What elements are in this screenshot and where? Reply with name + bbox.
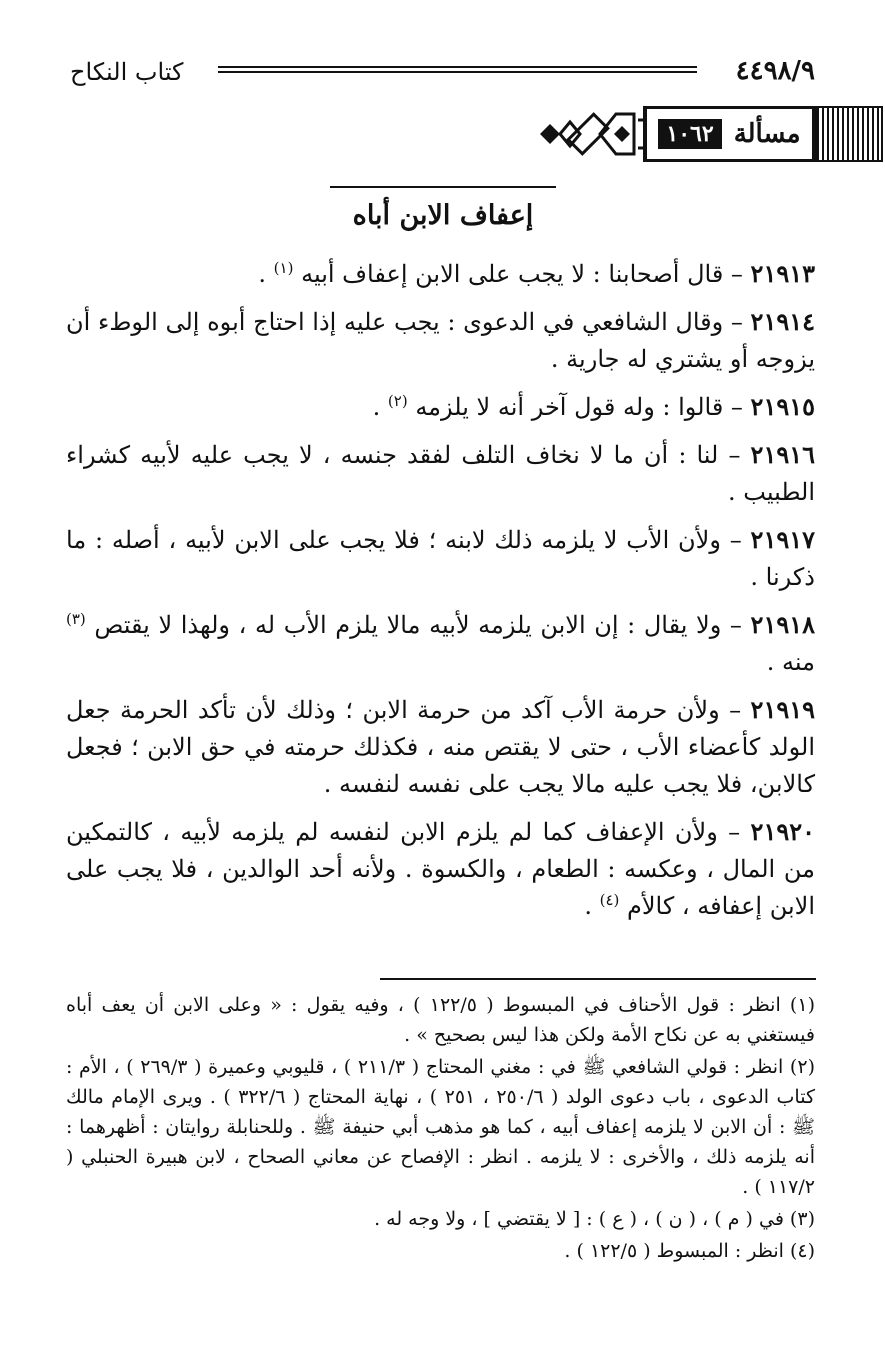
- paragraph-number: ٢١٩١٨: [750, 610, 815, 639]
- paragraph-tail: .: [584, 892, 600, 920]
- paragraph-text: – ولأن حرمة الأب آكد من حرمة الابن ؛ وذلك لأن تأكد الحرمة جعل الولد كأعضاء الأب ، حتى لا يقتص منه ، فكذلك حرمته في حق الابن ؛ فجعل كالابن، فلا يجب عليه مالا يجب على نفسه لنفسه .: [66, 696, 815, 798]
- section-title: إعفاف الابن أباه: [330, 186, 556, 231]
- footnote: (٤) انظر : المبسوط ( ١٢٢/٥ ) .: [564, 1240, 815, 1262]
- footnote-ref: (٣): [66, 610, 86, 628]
- paragraph-text: – ولا يقال : إن الابن يلزمه لأبيه مالا يلزم الأب له ، ولهذا لا يقتص: [85, 611, 751, 639]
- page-number: ٤٤٩٨/٩: [735, 56, 815, 86]
- paragraph-number: ٢١٩١٣: [750, 259, 815, 288]
- paragraph-number: ٢١٩١٥: [750, 392, 815, 421]
- footnote: (٢) انظر : قولي الشافعي ﷺ في : مغني المحتاج ( ٢١١/٣ ) ، قليوبي وعميرة ( ٢٦٩/٣ ) ، الأم : كتاب الدعوى ، باب دعوى الولد ( ٢٥٠/٦ ، ٢٥١ ) ، نهاية المحتاج ( ٣٢٢/٦ ) . ويرى الإمام مالك ﷺ : أن الابن لا يلزمه إعفاف أبيه ، كما هو مذهب أبي حنيفة ﷺ . وللحنابلة روايتان : أظهرهما : أنه يلزمه ذلك ، والأخرى : لا يلزمه . انظر : الإفصاح عن معاني الصحاح ، لابن هبيرة الحنبلي ( ١١٧/٢ ) .: [66, 1056, 816, 1198]
- paragraph-number: ٢١٩١٦: [750, 440, 815, 469]
- footnote-divider: [380, 978, 816, 980]
- paragraph-number: ٢١٩١٩: [750, 695, 815, 724]
- body-text: [66, 255, 815, 935]
- paragraph: [66, 436, 815, 511]
- paragraph-number: ٢١٩٢٠: [750, 817, 815, 846]
- banner-stripes: [815, 106, 883, 162]
- paragraph-tail: .: [372, 393, 388, 421]
- paragraph-text: – ولأن الأب لا يلزمه ذلك لابنه ؛ فلا يجب على الابن لأبيه ، أصله : ما ذكرنا .: [66, 526, 815, 591]
- masala-label-box: [643, 106, 815, 162]
- masala-label: مسألة: [733, 119, 801, 149]
- paragraph-tail: منه .: [766, 648, 815, 676]
- paragraph: [66, 691, 815, 803]
- header-rule: [218, 66, 697, 73]
- footnote-ref: (١): [273, 259, 294, 277]
- masala-banner: [538, 106, 883, 162]
- footnote: (٣) في ( م ) ، ( ن ) ، ( ع ) : [ لا يقتضي ] ، ولا وجه له .: [374, 1208, 815, 1230]
- paragraph-text: – ولأن الإعفاف كما لم يلزم الابن لنفسه لم يلزمه لأبيه ، كالتمكين من المال ، وعكسه : الطعام ، والكسوة . ولأنه أحد الوالدين ، فلا يجب على الابن إعفافه ، كالأم: [66, 818, 815, 920]
- book-title: كتاب النكاح: [70, 58, 184, 86]
- paragraph-text: – وقال الشافعي في الدعوى : يجب عليه إذا احتاج أبوه إلى الوطء أن يزوجه أو يشتري له جارية .: [66, 308, 815, 373]
- paragraph-number: ٢١٩١٤: [750, 307, 815, 336]
- footnote: (١) انظر : قول الأحناف في المبسوط ( ١٢٢/٥ ) ، وفيه يقول : « وعلى الابن أن يعف أباه فيستغني به عن نكاح الأمة ولكن هذا ليس بصحيح » .: [66, 994, 815, 1046]
- paragraph: [66, 255, 815, 293]
- paragraph: [66, 606, 815, 681]
- paragraph-number: ٢١٩١٧: [750, 525, 815, 554]
- footnote-ref: (٢): [387, 392, 408, 410]
- paragraph: [66, 388, 815, 426]
- footnote-ref: (٤): [599, 891, 620, 909]
- paragraph-tail: .: [258, 260, 274, 288]
- paragraph-text: – قال أصحابنا : لا يجب على الابن إعفاف أبيه: [293, 260, 751, 288]
- paragraph-text: – قالوا : وله قول آخر أنه لا يلزمه: [407, 393, 751, 421]
- paragraph: [66, 303, 815, 378]
- footnotes: [66, 990, 815, 1268]
- paragraph-text: – لنا : أن ما لا نخاف التلف لفقد جنسه ، لا يجب عليه لأبيه كشراء الطبيب .: [66, 441, 815, 506]
- paragraph: [66, 813, 815, 925]
- running-header: [70, 52, 815, 92]
- masala-number: ١٠٦٢: [658, 119, 721, 149]
- paragraph: [66, 521, 815, 596]
- ornament-icon: [538, 106, 646, 162]
